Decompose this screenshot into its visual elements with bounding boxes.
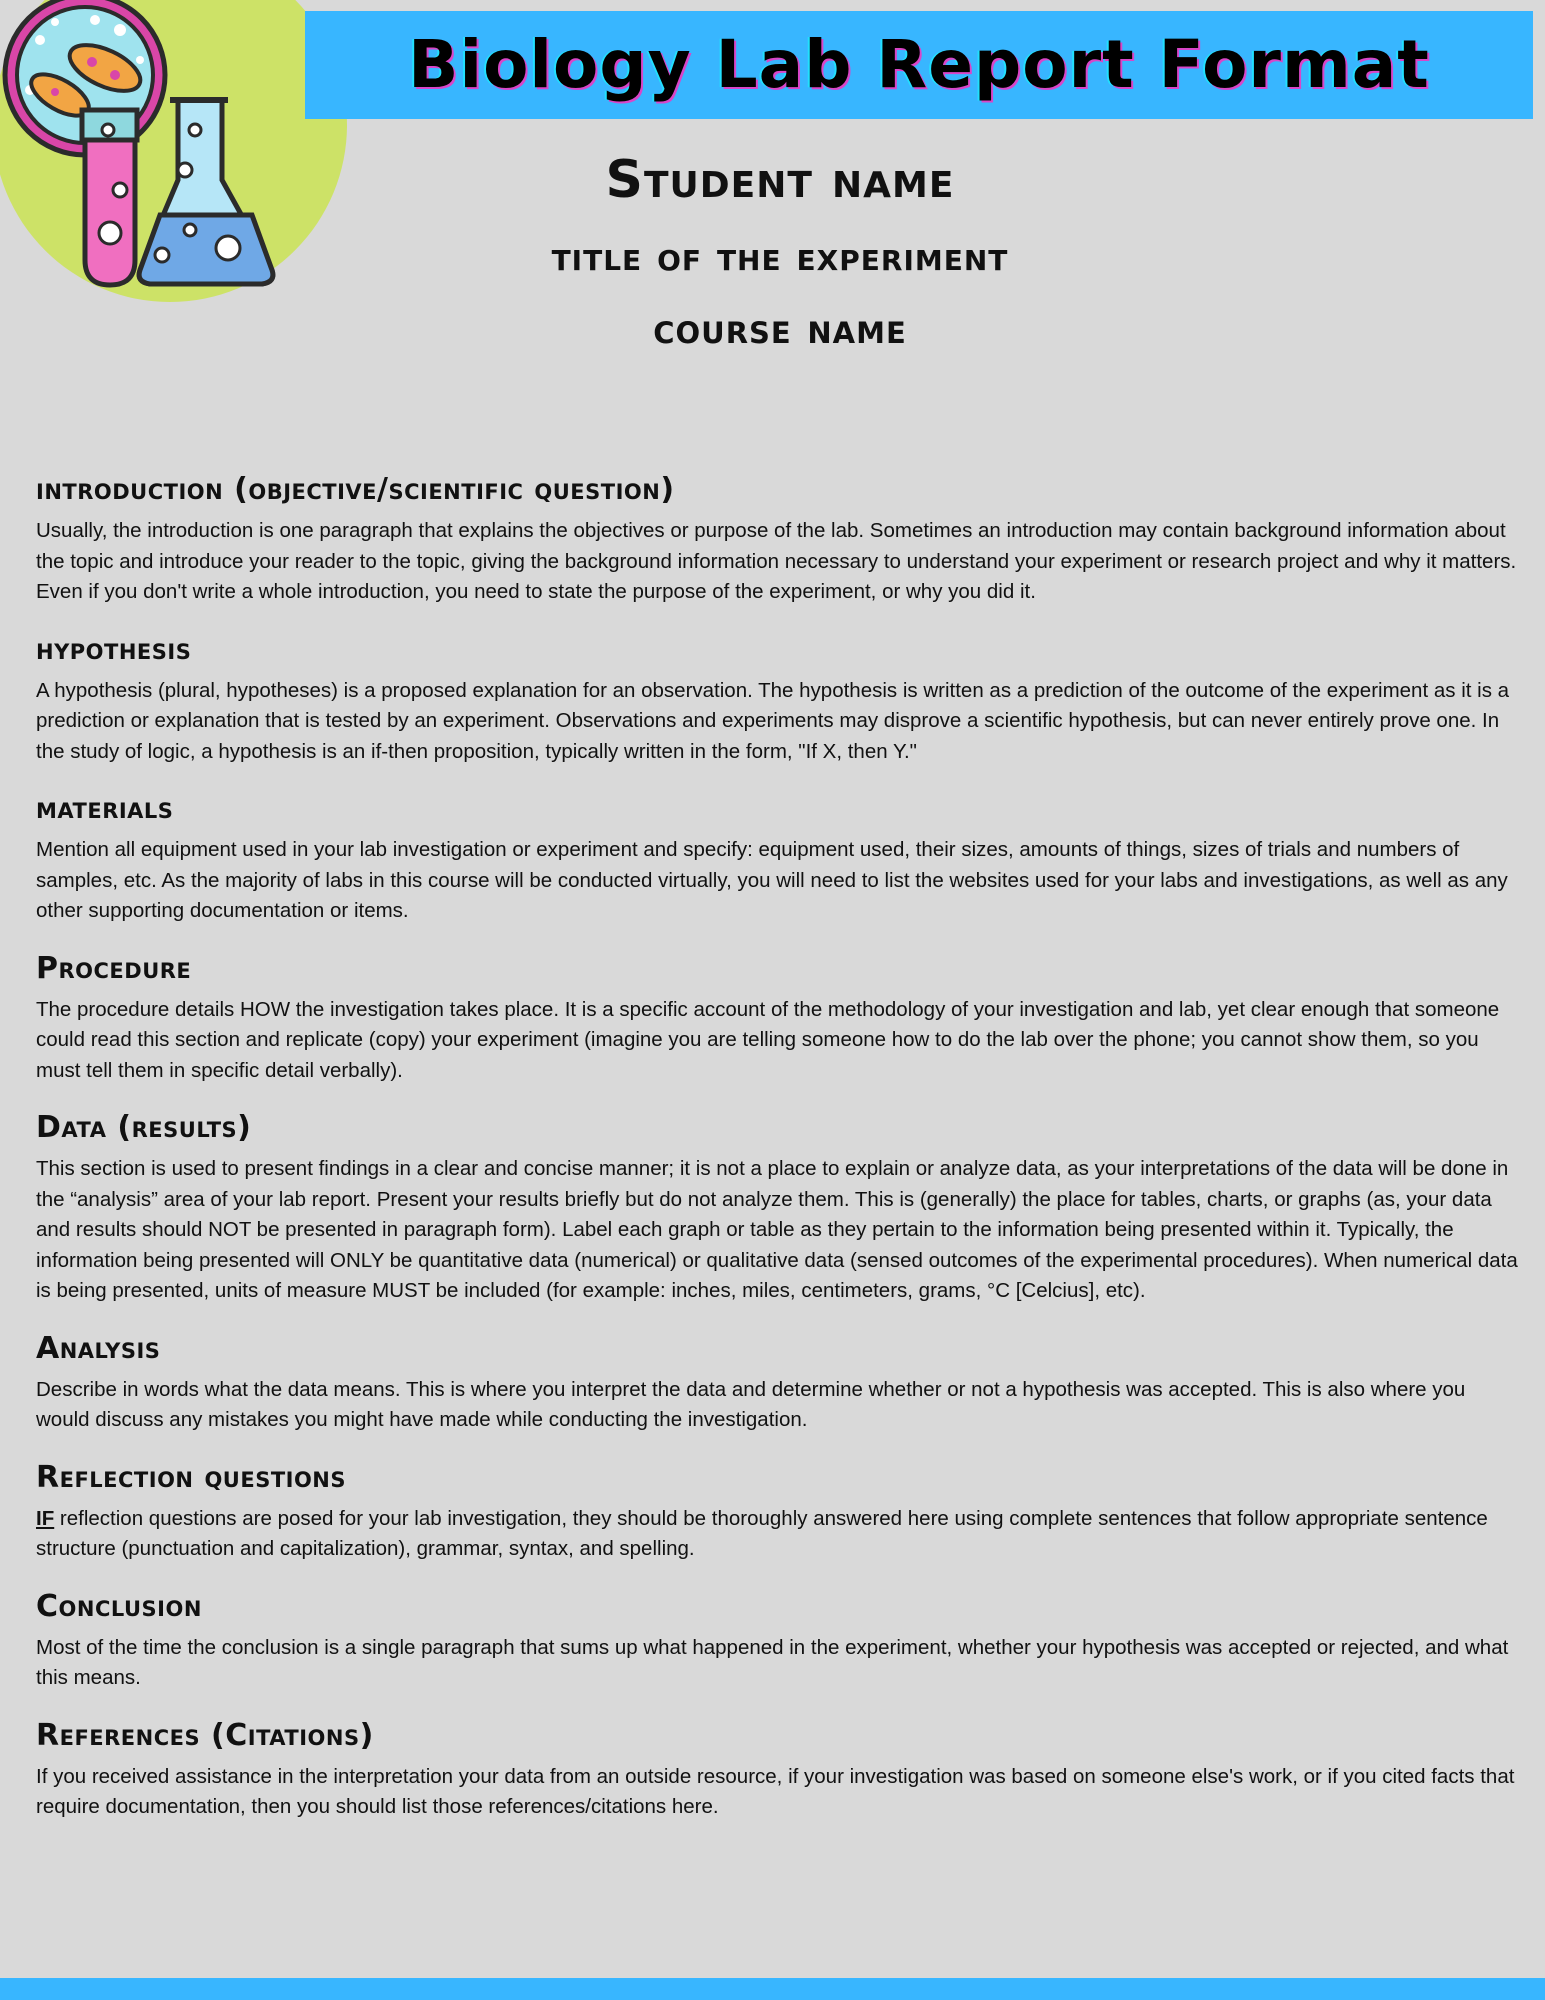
section-body: If you received assistance in the interpretation your data from an outside resource, if your investigation was based on someone else's work, or if you cited facts that require documentation, then you should list those references/citations here.	[36, 1764, 1515, 1818]
section-heading: Data (results)	[36, 1110, 252, 1145]
section-body-text: reflection questions are posed for your lab investigation, they should be thoroughly answered here using complete sentences that follow appropriate sentence structure (punctuation and capitalization), grammar, syntax, and spelling.	[36, 1506, 1488, 1560]
course-name-placeholder: course name	[653, 304, 907, 353]
section-body: Most of the time the conclusion is a single paragraph that sums up what happened in the experiment, whether your hypothesis was accepted or rejected, and what this means.	[36, 1635, 1509, 1689]
section-analysis	[36, 1329, 1520, 1436]
section-heading: Analysis	[36, 1330, 161, 1366]
section-heading: Conclusion	[36, 1588, 202, 1624]
section-body: Mention all equipment used in your lab investigation or experiment and specify: equipment used, their sizes, amounts of things, sizes of trials and numbers of samples, etc. As the majority of labs in this course will be conducted virtually, you will need to list the websites used for your labs and investigations, as well as any other supporting documentation or items.	[36, 838, 1508, 922]
experiment-title-placeholder: title of the experiment	[551, 234, 1009, 280]
section-materials	[36, 789, 1520, 927]
section-body: Describe in words what the data means. This is where you interpret the data and determine whether or not a hypothesis was accepted. This is also where you would discuss any mistakes you might have made while conducting the investigation.	[36, 1377, 1466, 1431]
section-body: The procedure details HOW the investigation takes place. It is a specific account of the methodology of your investigation and lab, yet clear enough that someone could read this section and replicate (copy) your experiment (imagine you are telling someone how to do the lab over the phone; you cannot show them, so you must tell them in specific detail verbally).	[36, 997, 1500, 1082]
section-body: Usually, the introduction is one paragraph that explains the objectives or purpose of the lab. Sometimes an introduction may contain background information about the topic and introduce your reader to the topic, giving the background information necessary to understand your experiment or research project and why it matters. Even if you don't write a whole introduction, you need to state the purpose of the experiment, or why you did it.	[36, 519, 1517, 603]
section-heading: Procedure	[36, 950, 192, 986]
document-title: Biology Lab Report Format	[408, 25, 1430, 103]
section-procedure	[36, 949, 1520, 1087]
section-references	[36, 1716, 1520, 1823]
section-conclusion	[36, 1587, 1520, 1694]
student-name-placeholder: Student name	[605, 150, 955, 210]
section-body: A hypothesis (plural, hypotheses) is a proposed explanation for an observation. The hypothesis is written as a prediction of the outcome of the experiment as it is a prediction or explanation that is tested by an experiment. Observations and experiments may disprove a scientific hypothesis, but can never entirely prove one. In the study of logic, a hypothesis is an if-then proposition, typically written in the form, "If X, then Y."	[36, 678, 1510, 763]
emphasis-if: IF	[36, 1506, 55, 1530]
section-reflection-questions	[36, 1458, 1520, 1565]
section-heading: materials	[36, 791, 174, 826]
report-sections	[36, 470, 1520, 1845]
section-body: This section is used to present findings in a clear and concise manner; it is not a place to explain or analyze data, as your interpretations of the data will be done in the “analysis” area of your lab report. Present your results briefly but do not analyze them. This is (generally) the place for tables, charts, or graphs (as, your data and results should NOT be presented in paragraph form). Label each graph or table as they pertain to the information being presented within it. Typically, the information being presented will ONLY be quantitative data (numerical) or qualitative data (sensed outcomes of the experimental procedures). When numerical data is being presented, units of measure MUST be included (for example: inches, miles, centimeters, grams, °C [Celcius], etc).	[36, 1157, 1518, 1302]
section-hypothesis	[36, 630, 1520, 768]
section-heading: hypothesis	[36, 631, 192, 667]
section-heading: Reflection questions	[36, 1459, 347, 1495]
section-data-results	[36, 1108, 1520, 1307]
section-introduction	[36, 470, 1520, 608]
section-heading: References (Citations)	[36, 1717, 374, 1753]
section-body	[36, 1504, 1520, 1565]
footer-bar	[0, 1978, 1545, 2000]
section-heading: introduction (objective/scientific question)	[36, 472, 675, 507]
lab-equipment-logo-icon	[0, 0, 350, 340]
